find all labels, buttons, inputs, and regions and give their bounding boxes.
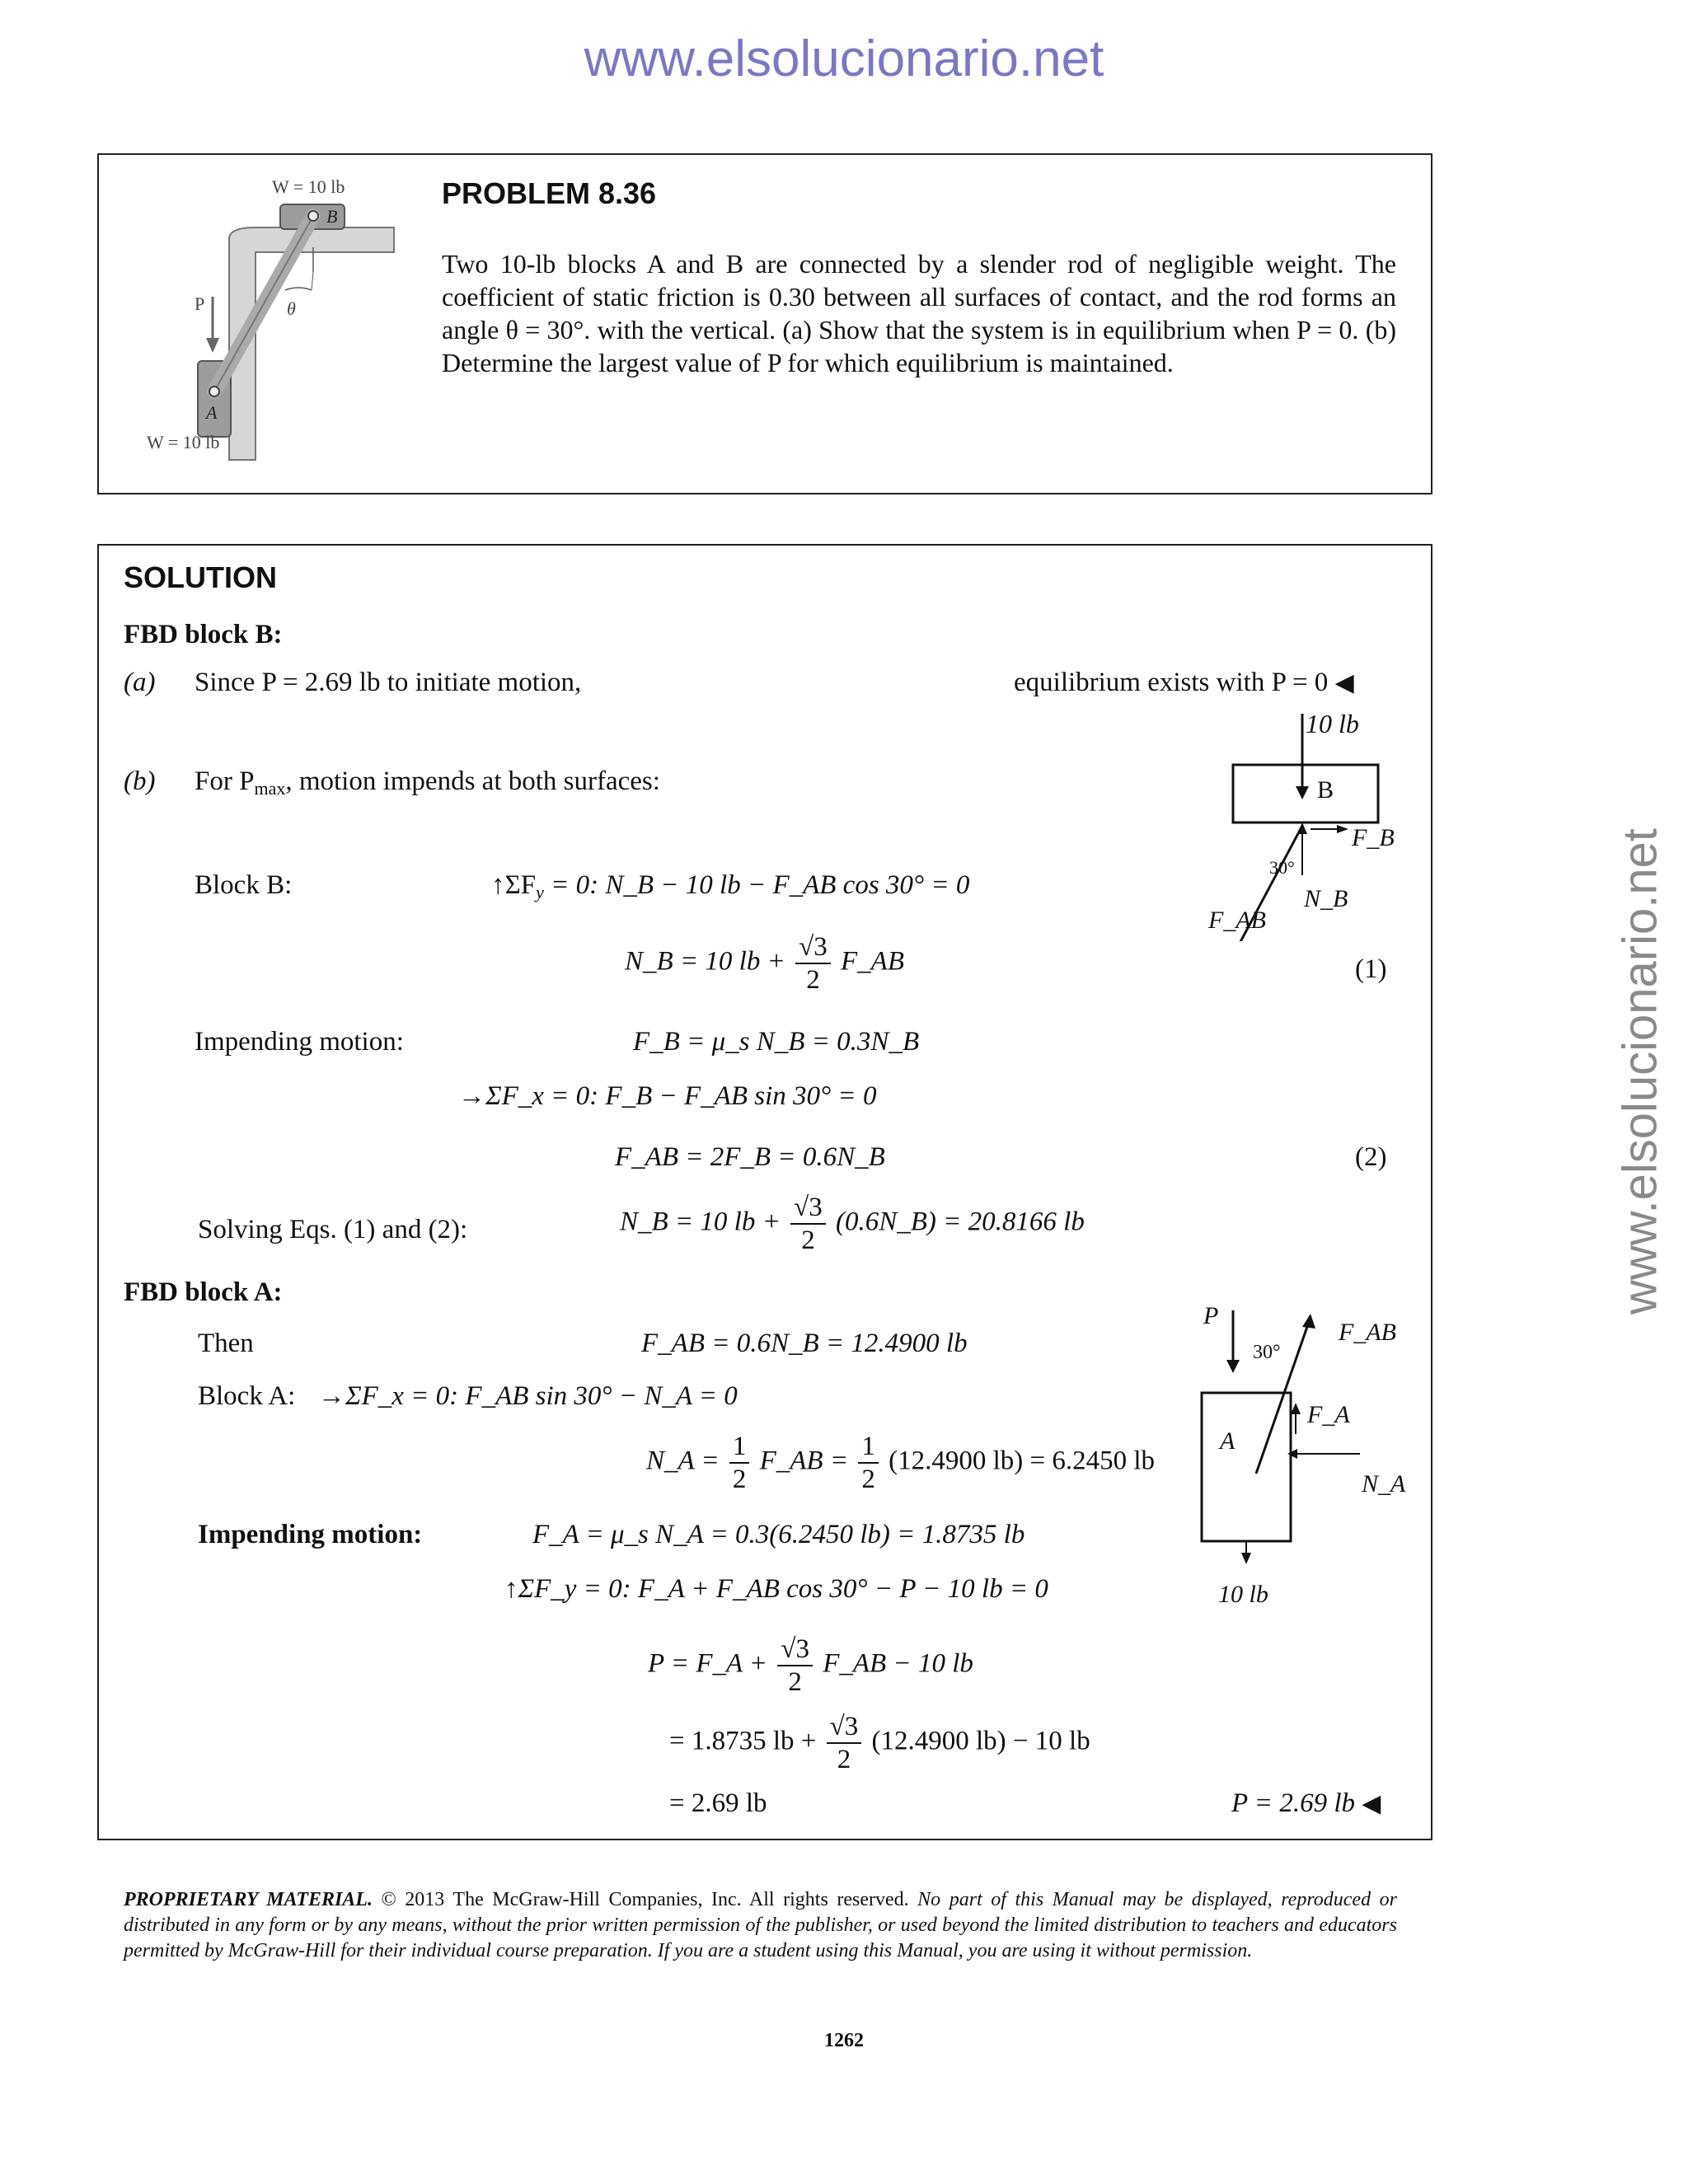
then-label: Then [198, 1329, 254, 1358]
eq-fx-b: →ΣF_x = 0: F_B − F_AB sin 30° = 0 [458, 1081, 877, 1111]
fbd-b-weight: 10 lb [1306, 709, 1359, 738]
fbd-a-rod: F_AB [1339, 1319, 1396, 1346]
footer-notice: PROPRIETARY MATERIAL. © 2013 The McGraw-Hill Companies, Inc. All rights reserved. No part of this Manual may be displayed, reproduced or distributed in any form or by any means, without the prior written permission of the publisher, or used beyond the limited distribution to teachers and educators permitted by McGraw-Hill for their individual course preparation. If you are a student using this Manual, you are using it without permission. [124, 1889, 1397, 1961]
figure-weight-a: W = 10 lb [147, 432, 220, 452]
fbd-b-label: FBD block B: [124, 620, 283, 649]
eq-b-sum: ↑ΣFy = 0: N_B − 10 lb − F_AB cos 30° = 0 [491, 870, 970, 902]
solution-title: SOLUTION [124, 560, 277, 594]
fbd-a-angle: 30° [1253, 1342, 1281, 1363]
eq-na: N_A = $\frac{1}{2}$ F_AB = $\frac{1}{2}$ (12.4900 lb) = 6.2450 lb [646, 1432, 1156, 1494]
eq-fab: F_AB = 0.6N_B = 12.4900 lb [641, 1329, 968, 1358]
answer-marker: ◀ [1334, 669, 1354, 696]
fbd-b-block: B [1317, 776, 1334, 804]
fbd-a-weight: 10 lb [1218, 1581, 1268, 1608]
problem-title: PROBLEM 8.36 [442, 176, 657, 210]
eq-2-number: (2) [1355, 1142, 1387, 1172]
fbd-a-label: FBD block A: [124, 1277, 283, 1307]
figure-label-theta: θ [287, 298, 296, 319]
fbd-b-normal: N_B [1304, 885, 1348, 912]
final-result: P = 2.69 lb ◀ [1231, 1788, 1381, 1818]
figure-label-a: A [206, 402, 218, 423]
block-b-label: Block B: [195, 870, 293, 900]
eq-fx-a: →ΣF_x = 0: F_AB sin 30° − N_A = 0 [318, 1381, 738, 1411]
eq-fb: F_B = μ_s N_B = 0.3N_B [633, 1027, 920, 1057]
figure-label-b: B [326, 206, 338, 227]
figure-weight-b: W = 10 lb [272, 176, 345, 197]
block-a-label: Block A: [198, 1381, 296, 1411]
eq-1: N_B = 10 lb + $\frac{√3}{2}$ F_AB [625, 932, 904, 995]
fbd-a-block: A [1220, 1427, 1236, 1455]
solving-label: Solving Eqs. (1) and (2): [198, 1215, 468, 1244]
eq-p2: = 1.8735 lb + $\frac{√3}{2}$ (12.4900 lb) − 10 lb [669, 1712, 1090, 1774]
eq-fy-a: ↑ΣF_y = 0: F_A + F_AB cos 30° − P − 10 lb = 0 [504, 1574, 1048, 1604]
fbd-a-p: P [1203, 1302, 1219, 1329]
eq-1-number: (1) [1355, 954, 1387, 984]
fbd-a-normal: N_A [1362, 1470, 1406, 1497]
part-a-result: equilibrium exists with P = 0 ◀ [1014, 668, 1354, 697]
part-a-marker: (a) [124, 668, 156, 697]
eq-p1: P = F_A + $\frac{√3}{2}$ F_AB − 10 lb [648, 1634, 973, 1697]
fbd-a-friction: F_A [1307, 1401, 1350, 1428]
fbd-b-friction: F_B [1352, 824, 1395, 851]
fbd-b-angle: 30° [1269, 857, 1295, 878]
part-b-text: For Pmax, motion impends at both surfaces: [195, 766, 660, 799]
fbd-b-rod: F_AB [1208, 907, 1266, 934]
part-b-marker: (b) [124, 766, 156, 796]
problem-statement: Two 10-lb blocks A and B are connected by a slender rod of negligible weight. The coefficient of static friction is 0.30 between all surfaces of contact, and the rod forms an angle θ = 30°. with the vertical. (a) Show that the system is in equilibrium when P = 0. (b) Determine the largest value of P for which equilibrium is maintained. [442, 249, 1396, 377]
impending-b-label: Impending motion: [195, 1027, 404, 1057]
part-a-text: Since P = 2.69 lb to initiate motion, [195, 668, 582, 697]
watermark-top: www.elsolucionario.net [584, 30, 1104, 87]
eq-solve: N_B = 10 lb + $\frac{√3}{2}$ (0.6N_B) = 20.8166 lb [620, 1193, 1085, 1255]
impending-a-label: Impending motion: [198, 1520, 423, 1549]
eq-p3: = 2.69 lb [669, 1788, 767, 1818]
figure-label-p: P [195, 293, 205, 314]
answer-marker-final: ◀ [1362, 1790, 1381, 1817]
page-number: 1262 [824, 2030, 864, 2051]
eq-fa: F_A = μ_s N_A = 0.3(6.2450 lb) = 1.8735 lb [532, 1520, 1025, 1549]
problem-figure [138, 173, 410, 470]
eq-2: F_AB = 2F_B = 0.6N_B [615, 1142, 885, 1172]
